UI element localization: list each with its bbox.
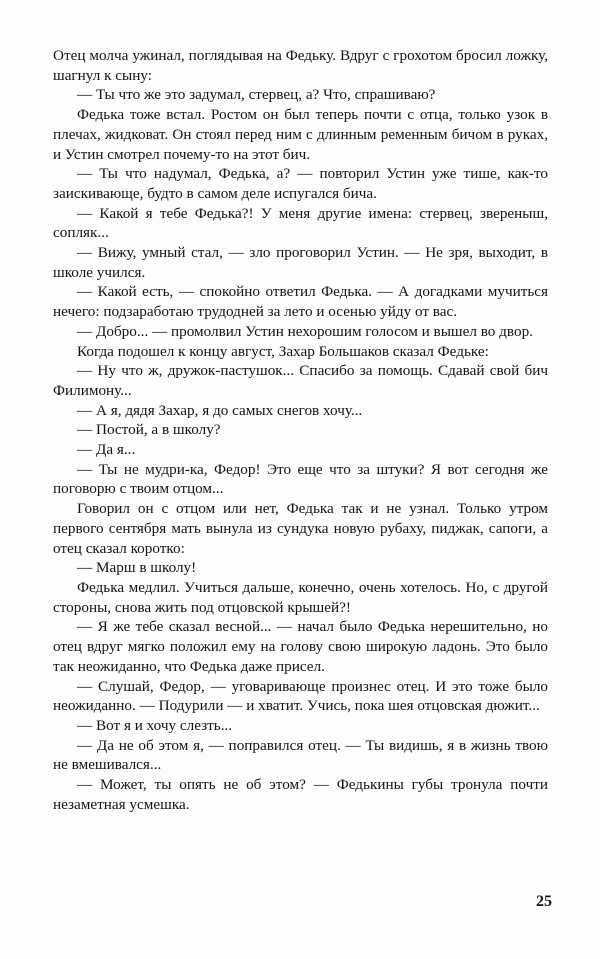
paragraph: — Слушай, Федор, — уговаривающе произнес отец. И это тоже было неожиданно. — Подурили — и хватит. Учись, пока шея отцовская дюжит... [53, 677, 548, 715]
paragraph: — Какой есть, — спокойно ответил Федька. — А догадками мучиться нечего: подзаработаю трудодней за лето и осенью уйду от вас. [53, 283, 548, 321]
paragraph: — Постой, а в школу? [77, 421, 221, 439]
paragraph: — Марш в школу! [77, 559, 197, 577]
paragraph: — Ты что же это задумал, стервец, а? Что, спрашиваю? [77, 86, 436, 104]
paragraph: — Да я... [77, 441, 136, 459]
paragraph: — Может, ты опять не об этом? — Федькины губы тронула почти незаметная усмешка. [53, 776, 548, 813]
paragraph: — Ты не мудри-ка, Федор! Это еще что за штуки? Я вот сегодня же поговорю с твоим отцом... [53, 460, 548, 498]
paragraph: — Ну что ж, дружок-пастушок... Спасибо за помощь. Сдавай свой бич Филимону... [53, 362, 548, 399]
paragraph: Когда подошел к концу август, Захар Большаков сказал Федьке: [77, 342, 489, 360]
paragraph: Федька медлил. Учиться дальше, конечно, очень хотелось. Но, с другой стороны, снова жить под отцовской крышей?! [53, 578, 548, 616]
paragraph: Федька тоже встал. Ростом он был теперь почти с отца, только узок в плечах, жидковат. Он стоял перед ним с длинным ременным бичом в руках, и Устин смотрел почему-то на этот бич. [53, 106, 548, 163]
paragraph: Говорил он с отцом или нет, Федька так и не узнал. Только утром первого сентября мать вынула из сундука новую рубаху, пиджак, сапоги, а отец сказал коротко: [53, 500, 548, 557]
paragraph: — А я, дядя Захар, я до самых снегов хочу... [77, 401, 363, 419]
paragraph: — Я же тебе сказал весной... — начал было Федька нерешительно, но отец вдруг мягко положил ему на голову свою широкую ладонь. Это было так неожиданно, что Федька даже присел. [53, 618, 548, 675]
paragraph: Отец молча ужинал, поглядывая на Федьку. Вдруг с грохотом бросил ложку, шагнул к сыну: [53, 47, 548, 84]
paragraph: — Добро... — промолвил Устин нехорошим голосом и вышел во двор. [77, 322, 533, 340]
paragraph: — Да не об этом я, — поправился отец. — Ты видишь, я в жизнь твою не вмешивался... [53, 736, 548, 774]
page-number: 25 [536, 893, 552, 910]
paragraph: — Вижу, умный стал, — зло проговорил Устин. — Не зря, выходит, в школе учился. [53, 244, 548, 281]
body-text [53, 46, 548, 814]
paragraph: — Ты что надумал, Федька, а? — повторил Устин уже тише, как-то заискивающе, будто в самом деле испугался бича. [53, 165, 548, 202]
paragraph: — Вот я и хочу слезть... [77, 716, 233, 734]
paragraph: — Какой я тебе Федька?! У меня другие имена: стервец, звереныш, сопляк... [53, 204, 548, 242]
